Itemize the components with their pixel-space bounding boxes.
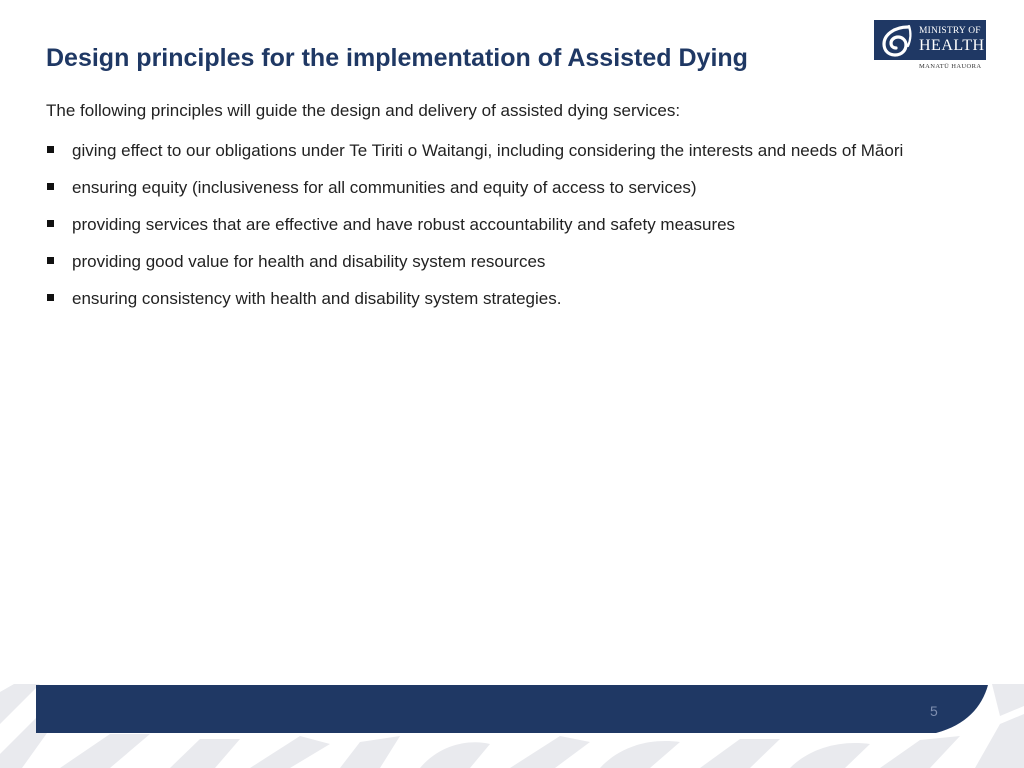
list-item-text: ensuring consistency with health and disability system strategies. xyxy=(72,289,562,308)
list-item xyxy=(46,139,976,162)
logo-subtitle: MANATŪ HAUORA xyxy=(919,63,982,70)
intro-text: The following principles will guide the design and delivery of assisted dying services: xyxy=(46,101,681,120)
footer-bar xyxy=(36,685,988,733)
list-item-text: ensuring equity (inclusiveness for all communities and equity of access to services) xyxy=(72,178,697,197)
list-item xyxy=(46,213,976,236)
list-item xyxy=(46,250,976,273)
logo-line2: HEALTH xyxy=(919,37,985,54)
square-bullet-icon xyxy=(47,220,54,227)
ministry-of-health-logo xyxy=(874,20,986,72)
logo-line1: MINISTRY OF xyxy=(919,26,981,36)
koru-icon xyxy=(878,22,916,58)
list-item-text: providing services that are effective and have robust accountability and safety measures xyxy=(72,215,736,234)
logo-box xyxy=(874,20,986,60)
slide-title: Design principles for the implementation of Assisted Dying xyxy=(46,44,748,72)
list-item xyxy=(46,176,976,199)
list-item-text: providing good value for health and disability system resources xyxy=(72,252,546,271)
square-bullet-icon xyxy=(47,146,54,153)
page-number: 5 xyxy=(930,703,938,719)
square-bullet-icon xyxy=(47,257,54,264)
square-bullet-icon xyxy=(47,294,54,301)
list-item xyxy=(46,287,976,310)
list-item-text: giving effect to our obligations under Te Tiriti o Waitangi, including considering the interests and needs of Māori xyxy=(72,141,904,160)
principles-list xyxy=(46,139,976,324)
square-bullet-icon xyxy=(47,183,54,190)
